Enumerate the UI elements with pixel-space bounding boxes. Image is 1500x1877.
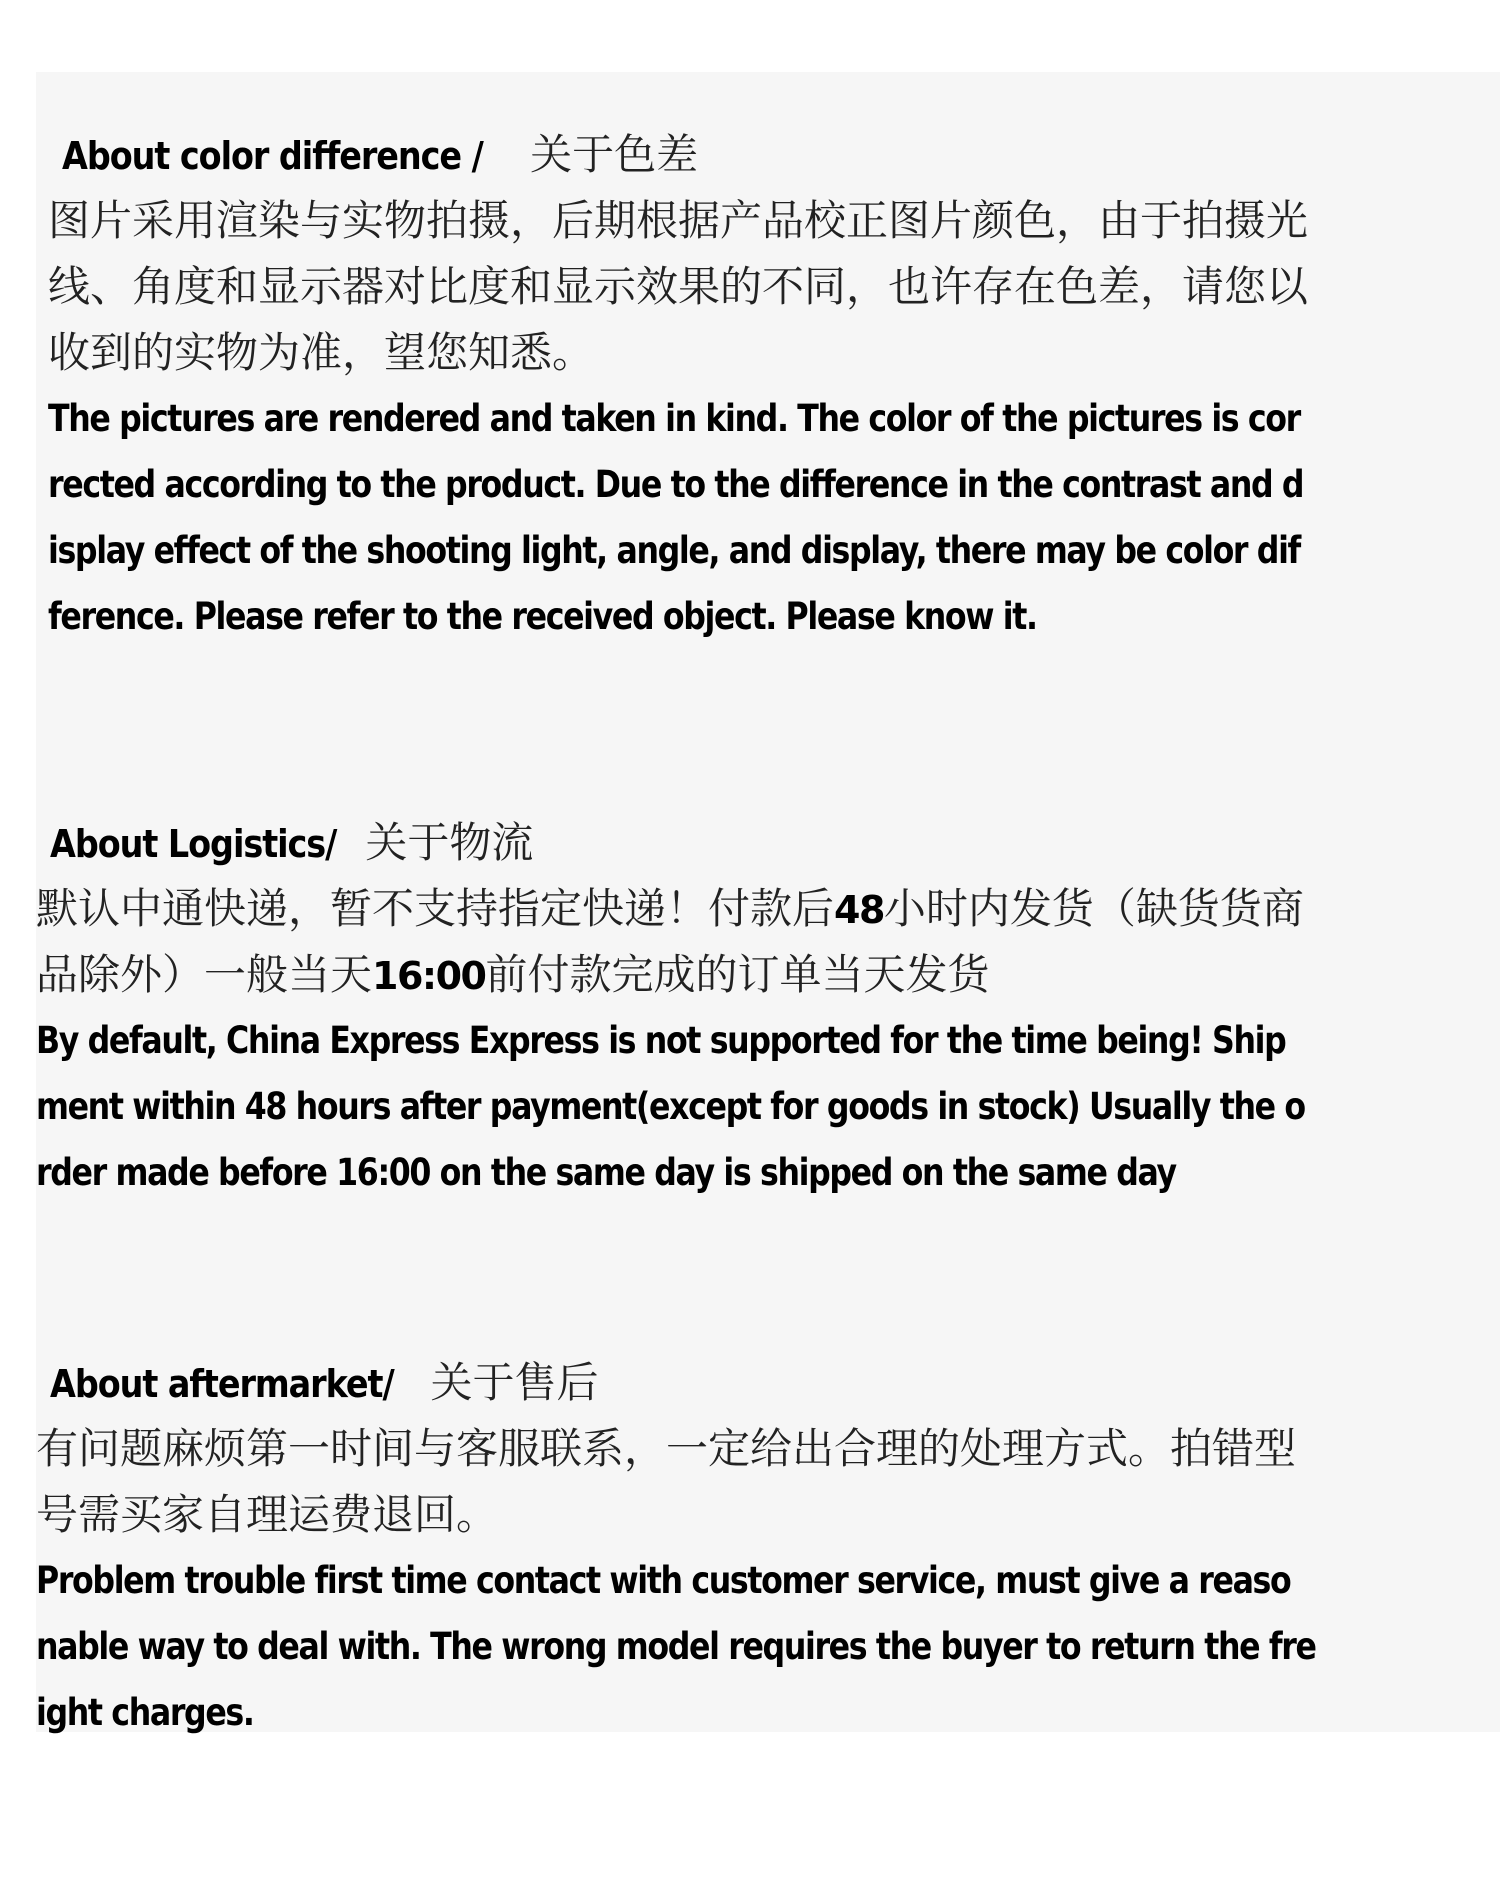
en-paragraph-line: rected according to the product. Due to the difference in the contrast and d — [48, 463, 1304, 506]
heading-en: About Logistics/ — [50, 822, 337, 866]
zh-text: 品除外）一般当天 — [36, 950, 373, 999]
zh-paragraph-line: 收到的实物为准，望您知悉。 — [48, 328, 595, 377]
en-paragraph-line: nable way to deal with. The wrong model requires the buyer to return the fre — [36, 1625, 1316, 1668]
zh-text: 前付款完成的订单当天发货 — [485, 950, 990, 999]
zh-paragraph-line: 图片采用渲染与实物拍摄，后期根据产品校正图片颜色，由于拍摄光 — [48, 196, 1309, 245]
en-paragraph-line: isplay effect of the shooting light, angle, and display, there may be color dif — [48, 529, 1300, 572]
logistics-section — [36, 810, 1500, 1206]
zh-paragraph-line: 线、角度和显示器对比度和显示效果的不同，也许存在色差，请您以 — [48, 262, 1309, 311]
zh-paragraph-line — [36, 942, 1500, 1008]
zh-paragraph-line: 号需买家自理运费退回。 — [36, 1490, 499, 1539]
color-difference-section — [48, 122, 1500, 650]
section-heading — [36, 1350, 1500, 1416]
aftermarket-section — [36, 1350, 1500, 1746]
en-paragraph-line: ference. Please refer to the received object. Please know it. — [48, 595, 1037, 638]
section-heading — [36, 810, 1500, 876]
zh-text: 默认中通快递，暂不支持指定快递！付款后 — [36, 884, 835, 933]
heading-zh: 关于色差 — [530, 130, 699, 179]
heading-zh: 关于售后 — [430, 1358, 599, 1407]
en-paragraph-line: ment within 48 hours after payment(except for goods in stock) Usually the o — [36, 1085, 1305, 1128]
heading-en: About aftermarket/ — [50, 1362, 394, 1406]
notice-panel — [36, 72, 1500, 1732]
en-paragraph-line: The pictures are rendered and taken in kind. The color of the pictures is cor — [48, 397, 1300, 440]
heading-zh: 关于物流 — [365, 818, 534, 867]
zh-paragraph-line — [36, 876, 1500, 942]
section-heading — [48, 122, 1500, 188]
heading-en: About color difference / — [62, 134, 483, 178]
zh-paragraph-line: 有问题麻烦第一时间与客服联系，一定给出合理的处理方式。拍错型 — [36, 1424, 1297, 1473]
cutoff-time: 16:00 — [372, 954, 486, 998]
hours-number: 48 — [834, 888, 884, 932]
zh-text: 小时内发货（缺货货商 — [883, 884, 1304, 933]
en-paragraph-line: By default, China Express Express is not supported for the time being! Ship — [36, 1019, 1286, 1062]
en-paragraph-line: rder made before 16:00 on the same day is shipped on the same day — [36, 1151, 1176, 1194]
en-paragraph-line: Problem trouble first time contact with customer service, must give a reaso — [36, 1559, 1291, 1602]
en-paragraph-line: ight charges. — [36, 1691, 254, 1734]
